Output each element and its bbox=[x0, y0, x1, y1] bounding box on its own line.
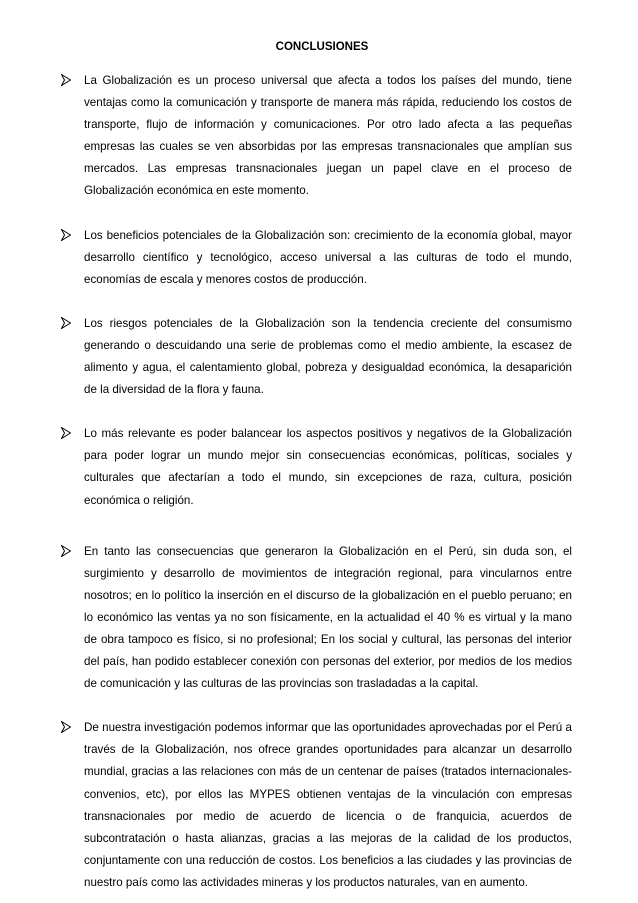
page-title: CONCLUSIONES bbox=[275, 41, 369, 53]
arrowhead-bullet-icon bbox=[61, 317, 71, 329]
conclusion-text: Lo más relevante es poder balancear los aspectos positivos y negativos de la Globalización para poder lograr un mundo mejor sin consecuencias económicas, políticas, sociales y culturales que afectarían a todo el mundo, sin excepciones de raza, cultura, posición económica o religión. bbox=[84, 427, 572, 507]
conclusions-list bbox=[61, 70, 572, 894]
list-item bbox=[61, 423, 572, 511]
list-item bbox=[61, 313, 572, 401]
list-item bbox=[61, 70, 572, 203]
conclusion-text: La Globalización es un proceso universal que afecta a todos los países del mundo, tiene ventajas como la comunicación y transporte de manera más rápida, reduciendo los costos de transporte, flujo de información y comunicaciones. Por otro lado afecta a las pequeñas empresas las cuales se ven absorbidas por las empresas transnacionales que amplían sus mercados. Las empresas transnacionales juegan un papel clave en el proceso de Globalización económica en este momento. bbox=[84, 74, 572, 198]
arrowhead-bullet-icon bbox=[61, 427, 71, 439]
list-item bbox=[61, 225, 572, 291]
conclusion-text: Los beneficios potenciales de la Globalización son: crecimiento de la economía global, mayor desarrollo científico y tecnológico, acceso universal a las culturas de todo el mundo, economías de escala y menores costos de producción. bbox=[84, 228, 572, 286]
arrowhead-bullet-icon bbox=[61, 721, 71, 733]
list-item bbox=[61, 717, 572, 894]
arrowhead-bullet-icon bbox=[61, 545, 71, 557]
arrowhead-bullet-icon bbox=[61, 229, 71, 241]
list-item bbox=[61, 541, 572, 696]
arrowhead-bullet-icon bbox=[61, 74, 71, 86]
conclusion-text: En tanto las consecuencias que generaron la Globalización en el Perú, sin duda son, el surgimiento y desarrollo de movimientos de integración regional, para vincularnos entre nosotros; en lo político la inserción en el discurso de la globalización en el pueblo peruano; en lo económico las ventas ya no son físicamente, en la actualidad el 40 % es virtual y la mano de obra tampoco es físico, si no profesional; En los social y cultural, las personas del interior del país, han podido establecer conexión con personas del exterior, por medios de los medios de comunicación y las culturas de las provincias son trasladadas a la capital. bbox=[84, 544, 572, 691]
conclusion-text: Los riesgos potenciales de la Globalización son la tendencia creciente del consumismo generando o descuidando una serie de problemas como el medio ambiente, la escasez de alimento y agua, el calentamiento global, pobreza y desigualdad económica, la desaparición de la diversidad de la flora y fauna. bbox=[84, 316, 572, 397]
conclusion-text: De nuestra investigación podemos informar que las oportunidades aprovechadas por el Perú a través de la Globalización, nos ofrece grandes oportunidades para alcanzar un desarrollo mundial, gracias a las relaciones con más de un centenar de países (tratados internacionales- convenios, etc), por ellos las MYPES obtienen ventajas de la vinculación con empresas transnacionales por medio de acuerdo de licencia o de franquicia, acuerdos de subcontratación o hasta alianzas, gracias a las mejoras de la calidad de los productos, conjuntamente con una reducción de costos. Los beneficios a las ciudades y las provincias de nuestro país como las actividades mineras y los productos naturales, van en aumento. bbox=[84, 721, 572, 889]
